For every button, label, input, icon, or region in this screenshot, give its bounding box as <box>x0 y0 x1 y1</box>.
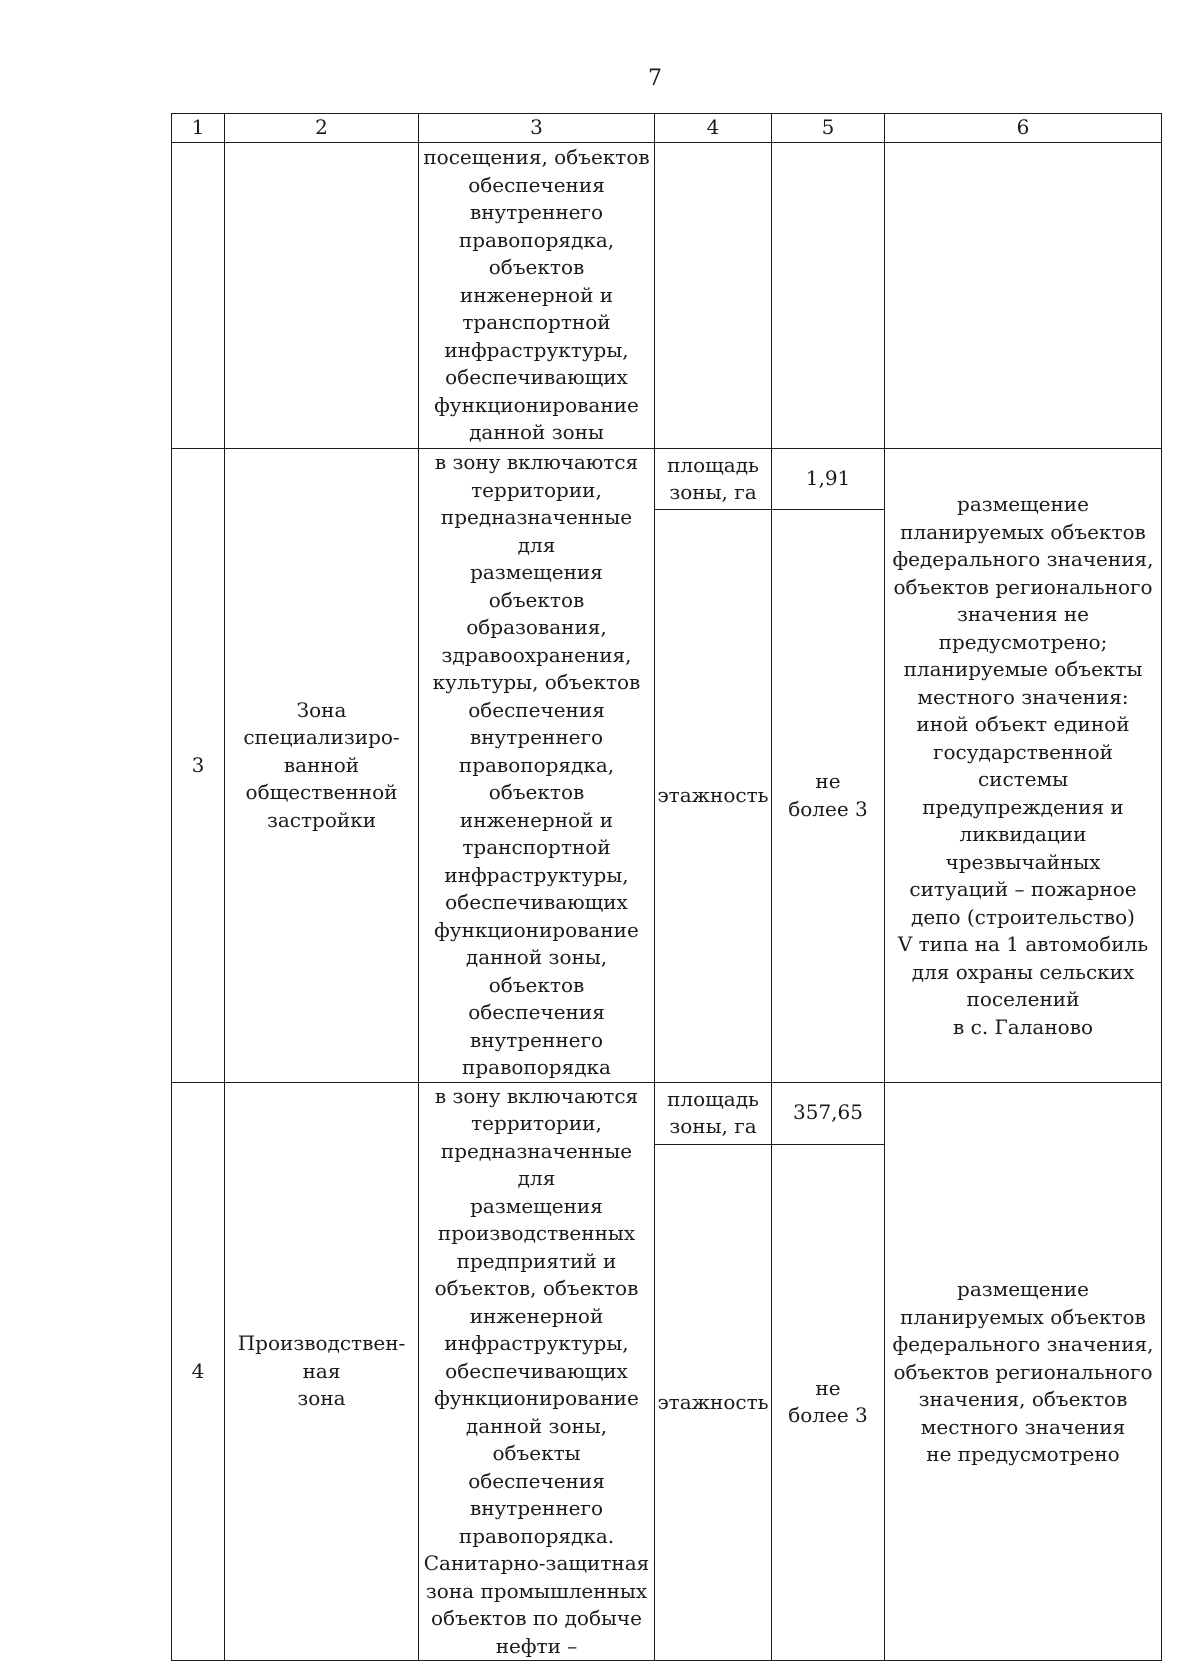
continuation-objects-cell <box>885 143 1162 449</box>
continuation-num-cell <box>172 143 225 449</box>
continuation-description-cell <box>419 143 655 449</box>
column-number-1: 1 <box>172 114 225 143</box>
page-number: 7 <box>648 66 662 91</box>
zone-name: Производствен- ная зона <box>225 1082 419 1661</box>
continuation-name-cell <box>225 143 419 449</box>
table-row <box>172 1082 1162 1144</box>
column-number-5: 5 <box>772 114 885 143</box>
param-floors-value: не более 3 <box>772 510 885 1082</box>
param-area-value: 357,65 <box>772 1082 885 1144</box>
column-number-6: 6 <box>885 114 1162 143</box>
column-number-4: 4 <box>655 114 772 143</box>
header-row <box>172 114 1162 143</box>
zone-number: 4 <box>172 1082 225 1661</box>
continuation-description: посещения, объектов обеспечения внутреннего правопорядка, объектов инженерной и транспортной инфраструктуры, обеспечивающих функционирование данной зоны <box>423 145 650 445</box>
param-floors-value: не более 3 <box>772 1144 885 1660</box>
param-area-label: площадь зоны, га <box>655 449 772 510</box>
zone-description: в зону включаются территории, предназначенные для размещения производственных предприятий и объектов, объектов инженерной инфраструктуры, обеспечивающих функционирование данной зоны, объекты обеспечения внутреннего правопорядка. Санитарно-защитная зона промышленных объектов по добыче нефти – <box>419 1082 655 1661</box>
param-floors-label: этажность <box>655 1144 772 1660</box>
continuation-value-cell <box>772 143 885 449</box>
continuation-param-cell <box>655 143 772 449</box>
zone-description: в зону включаются территории, предназначенные для размещения объектов образования, здравоохранения, культуры, объектов обеспечения внутреннего правопорядка, объектов инженерной и транспортной инфраструктуры, обеспечивающих функционирование данной зоны, объектов обеспечения внутреннего правопорядка <box>419 449 655 1083</box>
param-area-label: площадь зоны, га <box>655 1082 772 1144</box>
zone-name: Зона специализиро- ванной общественной застройки <box>225 449 419 1083</box>
column-number-3: 3 <box>419 114 655 143</box>
zone-number: 3 <box>172 449 225 1083</box>
param-area-value: 1,91 <box>772 449 885 510</box>
zone-planned-objects: размещение планируемых объектов федерального значения, объектов регионального значения не предусмотрено; планируемые объекты местного значения: иной объект единой государственной системы предупреждения и ликвидации чрезвычайных ситуаций – пожарное депо (строительство) V типа на 1 автомобиль для охраны сельских поселений в с. Галаново <box>885 449 1162 1083</box>
param-floors-label: этажность <box>655 510 772 1082</box>
table-row <box>172 449 1162 510</box>
zone-planned-objects: размещение планируемых объектов федерального значения, объектов регионального значения, объектов местного значения не предусмотрено <box>885 1082 1162 1661</box>
column-number-2: 2 <box>225 114 419 143</box>
zones-table <box>171 113 1162 1661</box>
continuation-row <box>172 143 1162 449</box>
